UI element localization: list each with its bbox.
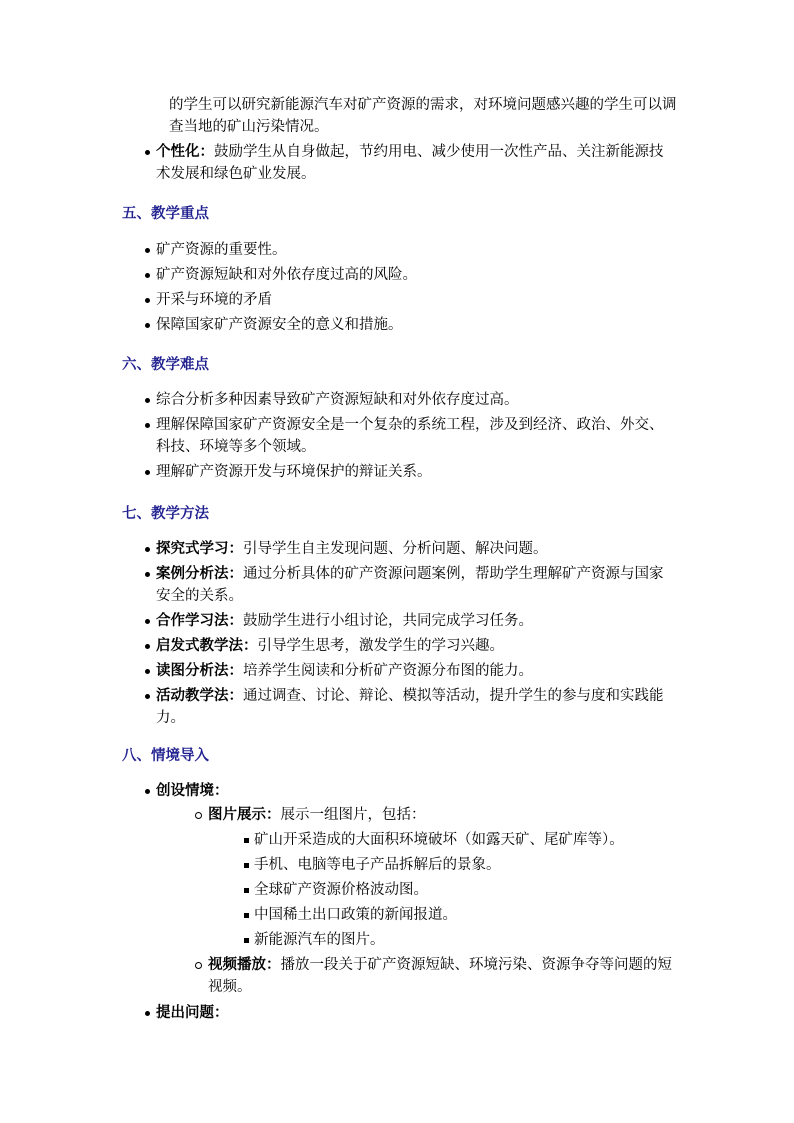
item-text: 通过分析具体的矿产资源问题案例，帮助学生理解矿产资源与国家安全的关系。 xyxy=(156,566,664,604)
picture-item: 全球矿产资源价格波动图。 xyxy=(254,879,678,901)
list-item xyxy=(156,635,676,657)
picture-item: 矿山开采造成的大面积环境破坏（如露天矿、尾矿库等）。 xyxy=(254,829,678,851)
section-5-list xyxy=(0,239,676,336)
item-label: 启发式教学法： xyxy=(156,638,258,654)
item-text: 通过调查、讨论、辩论、模拟等活动，提升学生的参与度和实践能力。 xyxy=(156,688,664,726)
intro-list xyxy=(0,141,794,185)
list-item xyxy=(156,141,676,185)
item-text: 展示一组图片，包括： xyxy=(280,807,426,823)
list-item: 理解保障国家矿产资源安全是一个复杂的系统工程，涉及到经济、政治、外交、科技、环境等多个领域。 xyxy=(156,414,676,458)
item-text: 引导学生自主发现问题、分析问题、解决问题。 xyxy=(243,541,548,557)
list-item: 开采与环境的矛盾 xyxy=(156,289,676,311)
section-heading-6: 六、教学难点 xyxy=(122,357,209,373)
sublist-item-video xyxy=(208,954,678,998)
section-7-list xyxy=(0,538,794,729)
list-item xyxy=(156,538,676,560)
section-7-list-wrap xyxy=(0,538,794,732)
list-item: 理解矿产资源开发与环境保护的辩证关系。 xyxy=(156,461,676,483)
item-label: 图片展示： xyxy=(208,807,281,823)
list-item: 矿产资源的重要性。 xyxy=(156,239,676,261)
section-6-list xyxy=(0,389,794,483)
item-label: 案例分析法： xyxy=(156,566,243,582)
item-text: 鼓励学生进行小组讨论，共同完成学习任务。 xyxy=(243,613,533,629)
section-8-list xyxy=(0,780,794,802)
section-heading-7: 七、教学方法 xyxy=(122,506,209,522)
section-8-list-wrap xyxy=(0,780,794,1027)
list-item-create-scene xyxy=(156,780,676,802)
item-label: 合作学习法： xyxy=(156,613,243,629)
item-label: 读图分析法： xyxy=(156,663,243,679)
create-scene-sublist xyxy=(208,804,794,998)
list-item: 保障国家矿产资源安全的意义和措施。 xyxy=(156,314,676,336)
list-item xyxy=(156,660,676,682)
section-heading-8: 八、情境导入 xyxy=(122,748,209,764)
section-6-list-wrap xyxy=(0,389,794,486)
item-text: 培养学生阅读和分析矿产资源分布图的能力。 xyxy=(243,663,533,679)
list-item xyxy=(156,685,676,729)
item-text: 引导学生思考，激发学生的学习兴趣。 xyxy=(257,638,504,654)
picture-list xyxy=(254,829,678,951)
list-item: 综合分析多种因素导致矿产资源短缺和对外依存度过高。 xyxy=(156,389,676,411)
item-text: 播放一段关于矿产资源短缺、环境污染、资源争夺等问题的短视频。 xyxy=(208,957,672,995)
picture-item: 中国稀土出口政策的新闻报道。 xyxy=(254,904,678,926)
item-label: 提出问题： xyxy=(156,1005,229,1021)
section-heading-5: 五、教学重点 xyxy=(122,206,209,222)
list-item: 矿产资源短缺和对外依存度过高的风险。 xyxy=(156,264,676,286)
item-label: 个性化： xyxy=(156,144,214,160)
list-item xyxy=(156,610,676,632)
section-5-list-wrap xyxy=(0,239,676,339)
picture-item: 手机、电脑等电子产品拆解后的景象。 xyxy=(254,854,678,876)
item-label: 视频播放： xyxy=(208,957,281,973)
item-label: 创设情境： xyxy=(156,783,229,799)
intro-continuation-text: 的学生可以研究新能源汽车对矿产资源的需求，对环境问题感兴趣的学生可以调查当地的矿山污染情况。 xyxy=(169,97,677,135)
list-item-ask-questions xyxy=(156,1002,676,1024)
list-item xyxy=(156,563,676,607)
section-8-list-2 xyxy=(0,1002,794,1024)
picture-item: 新能源汽车的图片。 xyxy=(254,929,678,951)
sublist-item-pictures xyxy=(208,804,678,951)
item-text: 鼓励学生从自身做起，节约用电、减少使用一次性产品、关注新能源技术发展和绿色矿业发展。 xyxy=(156,144,664,182)
item-label: 探究式学习： xyxy=(156,541,243,557)
item-label: 活动教学法： xyxy=(156,688,243,704)
intro-block xyxy=(0,94,794,188)
